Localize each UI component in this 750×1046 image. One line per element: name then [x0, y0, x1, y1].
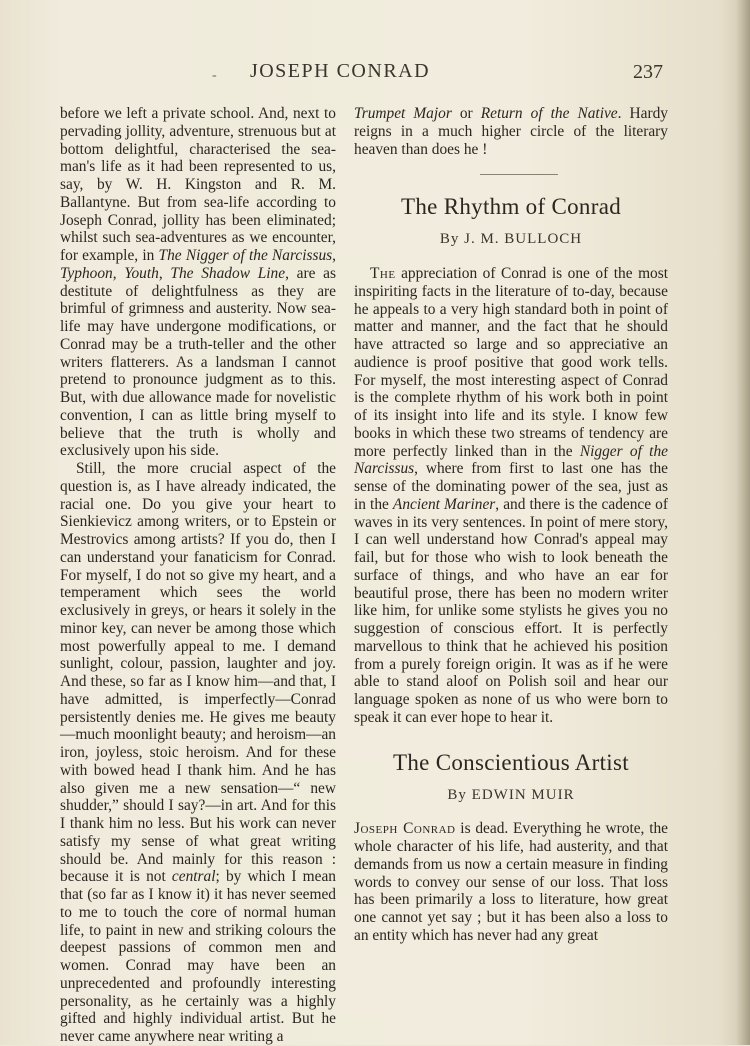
page-edge-shadow [736, 0, 750, 1045]
left-column [60, 105, 336, 1046]
right-column [354, 105, 668, 945]
lead-in: The [370, 265, 396, 282]
section-gap [354, 727, 668, 749]
article-title-conscientious: The Conscientious Artist [393, 749, 629, 775]
running-head-dash: - [212, 68, 217, 83]
article-title-rhythm: The Rhythm of Conrad [401, 194, 621, 220]
paragraph-racial-aspect: Still, the more crucial aspect of the question is, as I have already indicated, the racial one. Do you give your heart to Sienkievicz among writers, or to Epstein or Mestrovics among artists? If you do, then I can understand your fanaticism for Conrad. For myself, I do not so give my heart, and a temperament which sees the world exclusively in greys, or hears it solely in the minor key, can never be among those which most powerfully appeal to me. I demand sunlight, colour, passion, laughter and joy. And these, so far as I know him—and that, I have admitted, is imperfectly—Conrad persistently denies me. He gives me beauty—much moonlight beauty; and heroism—an iron, joyless, stoic heroism. And for these with bowed head I thank him. And he has also given me a new sensation—“ new shudder,” should I say?—in art. And for this I thank him no less. But his work can never satisfy my sense of what great writing should be. And mainly for this reason : because it is not central; by which I mean that (so far as I know it) it has never seemed to me to touch the core of normal human life, to paint in new and striking colours the deepest passions of common men and women. Conrad may have been an unprecedented and profoundly interesting personality, as he certainly was a highly gifted and highly individual artist. But he never came anywhere near writing a [60, 460, 336, 1045]
page-number: 237 [633, 61, 663, 83]
byline-bulloch: By J. M. BULLOCH [439, 231, 583, 248]
section-divider [480, 174, 558, 175]
paragraph-conscientious: Joseph Conrad is dead. Everything he wrote, the whole character of his life, had austerity, and that demands from us now a certain measure in finding words to convey our sense of our loss. That loss has been primarily a loss to literature, how great one cannot yet say ; but it has been also a loss to an entity which has never had any great [354, 820, 668, 944]
paragraph-sea-life: before we left a private school. And, next to pervading jollity, adventure, strenuous but at bottom delightful, characterised the sea-man's life as it had been represented to us, say, by W. H. Kingston and R. M. Ballantyne. But from sea-life according to Joseph Conrad, jollity has been eliminated; whilst such sea-adventures as we encounter, for example, in The Nigger of the Narcissus, Typhoon, Youth, The Shadow Line, are as destitute of delightfulness as they are brimful of grimness and austerity. Now sea-life may have undergone modifications, or Conrad may be a truth-teller and the other writers flatterers. As a landsman I cannot pretend to pronounce judgment as to this. But, with due allowance made for novelistic convention, I can as little bring myself to believe that the truth is wholly and exclusively upon his side. [60, 105, 336, 460]
running-head [0, 58, 750, 88]
byline-muir: By EDWIN MUIR [447, 786, 575, 803]
paragraph-rhythm: The appreciation of Conrad is one of the most inspiriting facts in the literature of to-day, because he appeals to a very high standard both in point of matter and manner, and the fact that he should have attracted so large and so appreciative an audience is proof positive that good work tells. For myself, the most interesting aspect of Conrad is the complete rhythm of his work both in point of its insight into life and its style. I know few books in which these two streams of tendency are more perfectly linked than in the Nigger of the Narcissus, where from first to last one has the sense of the dominating power of the sea, just as in the Ancient Mariner, and there is the cadence of waves in its very sentences. In point of mere story, I can well understand how Conrad's appeal may fail, but for those who wish to look beneath the surface of things, and who have an ear for beautiful prose, there has been no modern writer like him, for unlike some stylists he gives you no suggestion of conscious effort. It is perfectly marvellous to think that he achieved his position from a purely foreign origin. It was as if he were able to stand aloof on Polish soil and hear our language spoken as none of us who were born to speak it can ever hope to hear it. [354, 265, 668, 726]
lead-in: Joseph Conrad [354, 820, 456, 838]
paragraph-continued: Trumpet Major or Return of the Native. Hardy reigns in a much higher circle of the literary heaven than does he ! [354, 105, 668, 158]
running-head-title: JOSEPH CONRAD [249, 60, 431, 82]
